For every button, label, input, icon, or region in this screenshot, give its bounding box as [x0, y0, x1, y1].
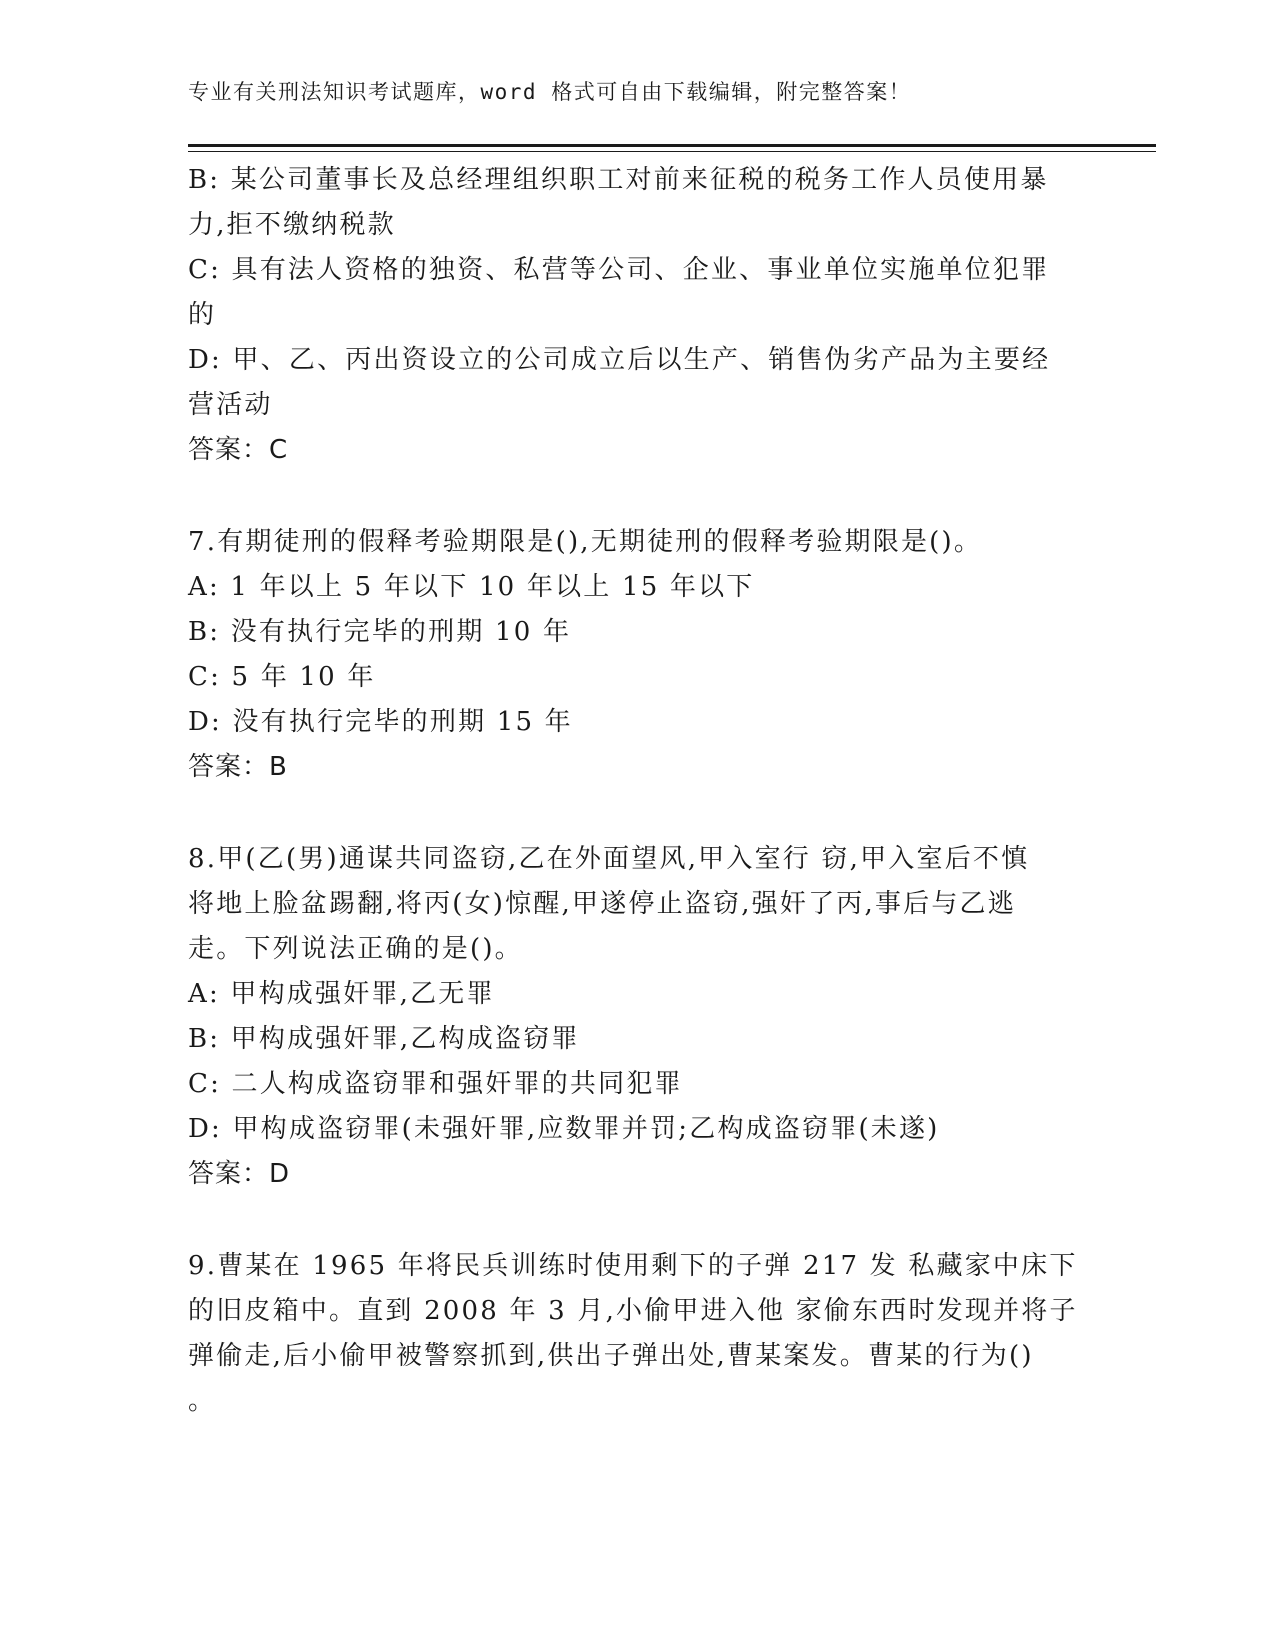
- option-line: B: 某公司董事长及总经理组织职工对前来征税的税务工作人员使用暴: [188, 165, 1049, 195]
- question-text-line: 。: [188, 1386, 217, 1416]
- option-line: D: 甲构成盗窃罪(未强奸罪,应数罪并罚;乙构成盗窃罪(未遂): [188, 1114, 940, 1144]
- question-text-line: 7.有期徒刑的假释考验期限是(),无期徒刑的假释考验期限是()。: [188, 527, 983, 557]
- option-line: 的: [188, 300, 217, 330]
- option-line: A: 1 年以上 5 年以下 10 年以上 15 年以下: [188, 572, 755, 602]
- question-block: [188, 837, 1093, 1197]
- question-text-line: 的旧皮箱中。直到 2008 年 3 月,小偷甲进入他 家偷东西时发现并将子: [188, 1296, 1078, 1326]
- option-line: B: 甲构成强奸罪,乙构成盗窃罪: [188, 1024, 580, 1054]
- option-line: 力,拒不缴纳税款: [188, 210, 396, 240]
- header-rule-thick: [188, 144, 1156, 147]
- page-header: 专业有关刑法知识考试题库，word 格式可自由下载编辑，附完整答案！: [188, 80, 912, 104]
- option-line: A: 甲构成强奸罪,乙无罪: [188, 979, 495, 1009]
- header-rule-thin: [188, 151, 1156, 152]
- option-line: C: 具有法人资格的独资、私营等公司、企业、事业单位实施单位犯罪: [188, 255, 1050, 285]
- question-block: [188, 520, 1093, 790]
- option-line: D: 没有执行完毕的刑期 15 年: [188, 707, 573, 737]
- document-body: [188, 158, 1093, 1424]
- option-line: C: 二人构成盗窃罪和强奸罪的共同犯罪: [188, 1069, 683, 1099]
- option-line: D: 甲、乙、丙出资设立的公司成立后以生产、销售伪劣产品为主要经: [188, 345, 1051, 375]
- question-text-line: 弹偷走,后小偷甲被警察抓到,供出子弹出处,曹某案发。曹某的行为(): [188, 1341, 1034, 1371]
- option-line: 营活动: [188, 390, 273, 420]
- option-line: B: 没有执行完毕的刑期 10 年: [188, 617, 572, 647]
- block-spacer: [188, 473, 1093, 520]
- option-line: C: 5 年 10 年: [188, 662, 376, 692]
- question-text-line: 8.甲(乙(男)通谋共同盗窃,乙在外面望风,甲入室行 窃,甲入室后不慎: [188, 844, 1030, 874]
- answer-line: 答案：B: [188, 752, 288, 782]
- answer-line: 答案：C: [188, 435, 289, 465]
- answer-line: 答案：D: [188, 1159, 291, 1189]
- question-text-line: 9.曹某在 1965 年将民兵训练时使用剩下的子弹 217 发 私藏家中床下: [188, 1251, 1078, 1281]
- block-spacer: [188, 790, 1093, 837]
- question-text-line: 将地上脸盆踢翻,将丙(女)惊醒,甲遂停止盗窃,强奸了丙,事后与乙逃: [188, 889, 1016, 919]
- block-spacer: [188, 1197, 1093, 1244]
- question-block: [188, 1244, 1093, 1424]
- question-text-line: 走。下列说法正确的是()。: [188, 934, 523, 964]
- question-block: [188, 158, 1093, 473]
